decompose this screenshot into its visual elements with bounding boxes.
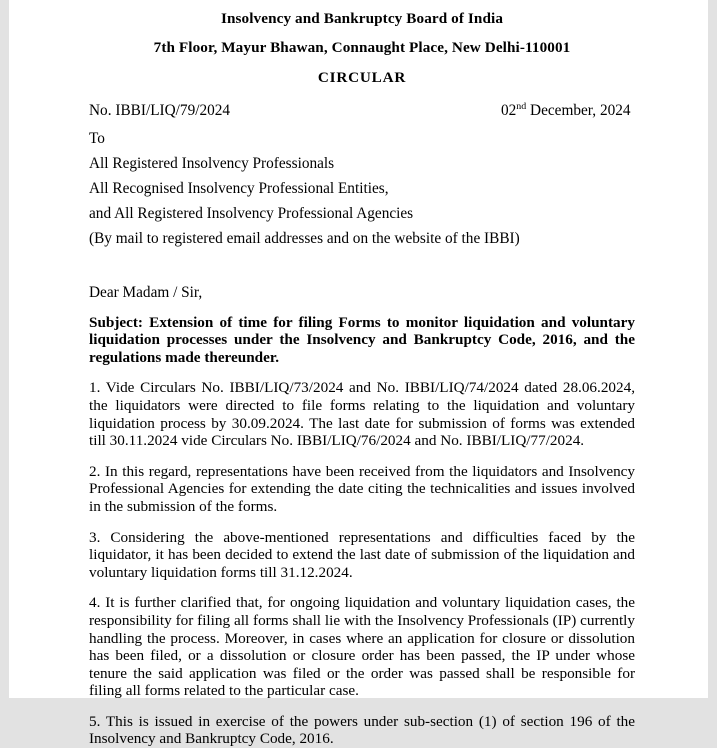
circular-date-day: 02 [501,101,517,119]
document-page [9,0,708,748]
addressee-line: All Recognised Insolvency Professional Entities, [89,179,389,197]
body-paragraph-4: 4. It is further clarified that, for ongoing liquidation and voluntary liquidation cases, the responsibility for filing all forms shall lie with the Insolvency Professionals (IP) currently handling the process. Moreover, in cases where an application for closure or dissolution has been filed, or a dissolution or closure order has been passed, the IP under whose tenure the said application was filed or the order was passed shall be responsible for filing all forms related to the particular case. [89,594,635,700]
body-paragraph-3: 3. Considering the above-mentioned representations and difficulties faced by the liquidator, it has been decided to extend the last date of submission of the liquidation and voluntary liquidation forms till 31.12.2024. [89,528,635,581]
addressee-distribution-note: (By mail to registered email addresses and on the website of the IBBI) [89,229,520,247]
reference-row [89,102,635,125]
addressee-line: All Registered Insolvency Professionals [89,154,335,172]
document-type-title: CIRCULAR [317,69,407,87]
body-paragraph-5: 5. This is issued in exercise of the powers under sub-section (1) of section 196 of the Insolvency and Bankruptcy Code, 2016. [89,712,635,748]
subject-line: Subject: Extension of time for filing Forms to monitor liquidation and voluntary liquidation processes under the Insolvency and Bankruptcy Code, 2016, and the regulations made thereunder. [89,313,635,366]
salutation: Dear Madam / Sir, [89,283,203,301]
body-paragraph-1: 1. Vide Circulars No. IBBI/LIQ/73/2024 and No. IBBI/LIQ/74/2024 dated 28.06.2024, the liquidators were directed to file forms relating to the liquidation and voluntary liquidation process by 30.09.2024. The last date for submission of forms was extended till 30.11.2024 vide Circulars No. IBBI/LIQ/76/2024 and No. IBBI/LIQ/77/2024. [89,379,635,450]
circular-reference-number: No. IBBI/LIQ/79/2024 [89,101,231,119]
organisation-address: 7th Floor, Mayur Bhawan, Connaught Place, New Delhi-110001 [153,39,571,57]
circular-date [501,102,631,120]
document-content [89,0,635,748]
addressee-to-label: To [89,129,105,147]
body-paragraph-2: 2. In this regard, representations have been received from the liquidators and Insolvency Professional Agencies for extending the date citing the technicalities and issues involved in the submission of the forms. [89,462,635,515]
addressee-line: and All Registered Insolvency Professional Agencies [89,204,414,222]
circular-date-ordinal-suffix: nd [516,100,527,112]
addressee-block [89,126,635,251]
circular-date-rest: December, 2024 [526,101,631,119]
organisation-title: Insolvency and Bankruptcy Board of India [220,10,504,27]
